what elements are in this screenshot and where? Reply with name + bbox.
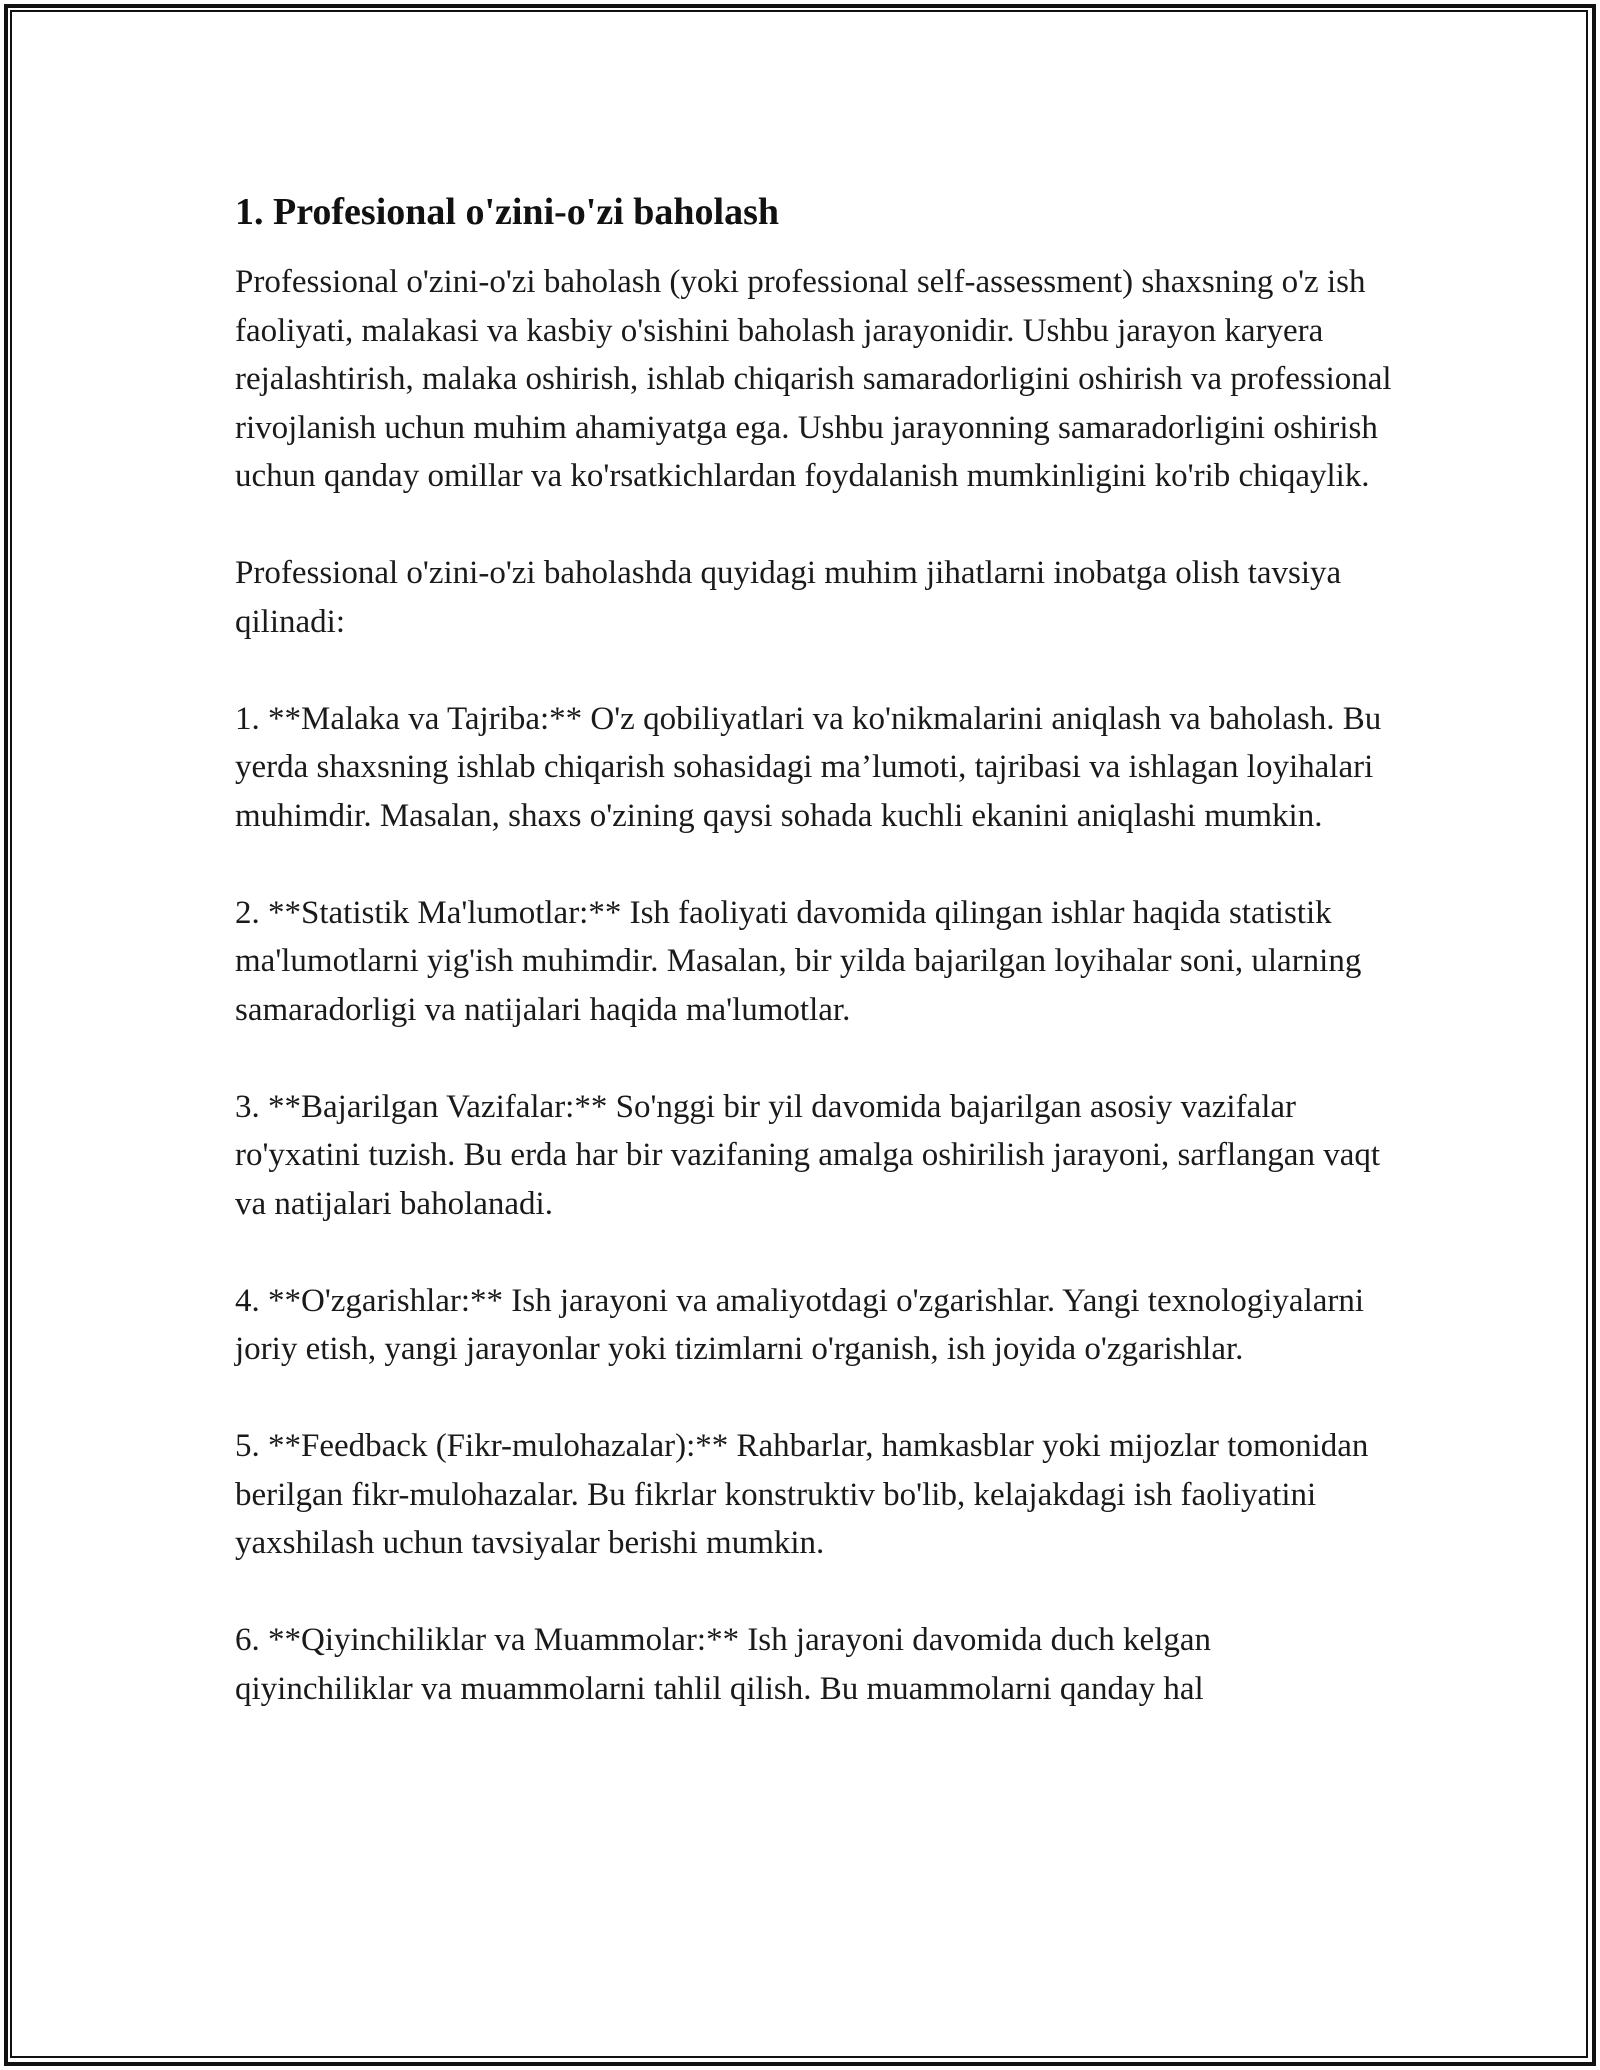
section-heading: 1. Profesional o'zini-o'zi baholash bbox=[235, 191, 780, 233]
document-body bbox=[235, 186, 1395, 1762]
intro-paragraph: Professional o'zini-o'zi baholash (yoki professional self-assessment) shaxsning o'z ish faoliyati, malakasi va kasbiy o'sishini baholash jarayonidir. Ushbu jarayon karyera rejalashtirish, malaka oshirish, ishlab chiqarish samaradorligini oshirish va professional rivojlanish uchun muhim ahamiyatga ega. Ushbu jarayonning samaradorligini oshirish uchun qanday omillar va ko'rsatkichlardan foydalanish mumkinligini ko'rib chiqaylik. bbox=[235, 264, 1392, 494]
list-item-malaka: 1. **Malaka va Tajriba:** O'z qobiliyatlari va ko'nikmalarini aniqlash va baholash. Bu yerda shaxsning ishlab chiqarish sohasidagi ma’lumoti, tajribasi va ishlagan loyihalari muhimdir. Masalan, shaxs o'zining qaysi sohada kuchli ekanini aniqlashi mumkin. bbox=[235, 700, 1382, 834]
list-item-qiyinchiliklar: 6. **Qiyinchiliklar va Muammolar:** Ish jarayoni davomida duch kelgan qiyinchiliklar va muammolarni tahlil qilish. Bu muammolarni qanday hal bbox=[235, 1622, 1212, 1707]
list-item-ozgarishlar: 4. **O'zgarishlar:** Ish jarayoni va amaliyotdagi o'zgarishlar. Yangi texnologiyalarni joriy etish, yangi jarayonlar yoki tizimlarni o'rganish, ish joyida o'zgarishlar. bbox=[235, 1282, 1365, 1367]
list-item-statistik: 2. **Statistik Ma'lumotlar:** Ish faoliyati davomida qilingan ishlar haqida statistik ma'lumotlarni yig'ish muhimdir. Masalan, bir yilda bajarilgan loyihalar soni, ularning samaradorligi va natijalari haqida ma'lumotlar. bbox=[235, 894, 1362, 1028]
list-item-feedback: 5. **Feedback (Fikr-mulohazalar):** Rahbarlar, hamkasblar yoki mijozlar tomonidan berilgan fikr-mulohazalar. Bu fikrlar konstruktiv bo'lib, kelajakdagi ish faoliyatini yaxshilash uchun tavsiyalar berishi mumkin. bbox=[235, 1428, 1369, 1561]
recommendation-paragraph: Professional o'zini-o'zi baholashda quyidagi muhim jihatlarni inobatga olish tavsiya qilinadi: bbox=[235, 555, 1342, 640]
list-item-vazifalar: 3. **Bajarilgan Vazifalar:** So'nggi bir yil davomida bajarilgan asosiy vazifalar ro'yxatini tuzish. Bu erda har bir vazifaning amalga oshirilish jarayoni, sarflangan vaqt va natijalari baholanadi. bbox=[235, 1088, 1381, 1222]
